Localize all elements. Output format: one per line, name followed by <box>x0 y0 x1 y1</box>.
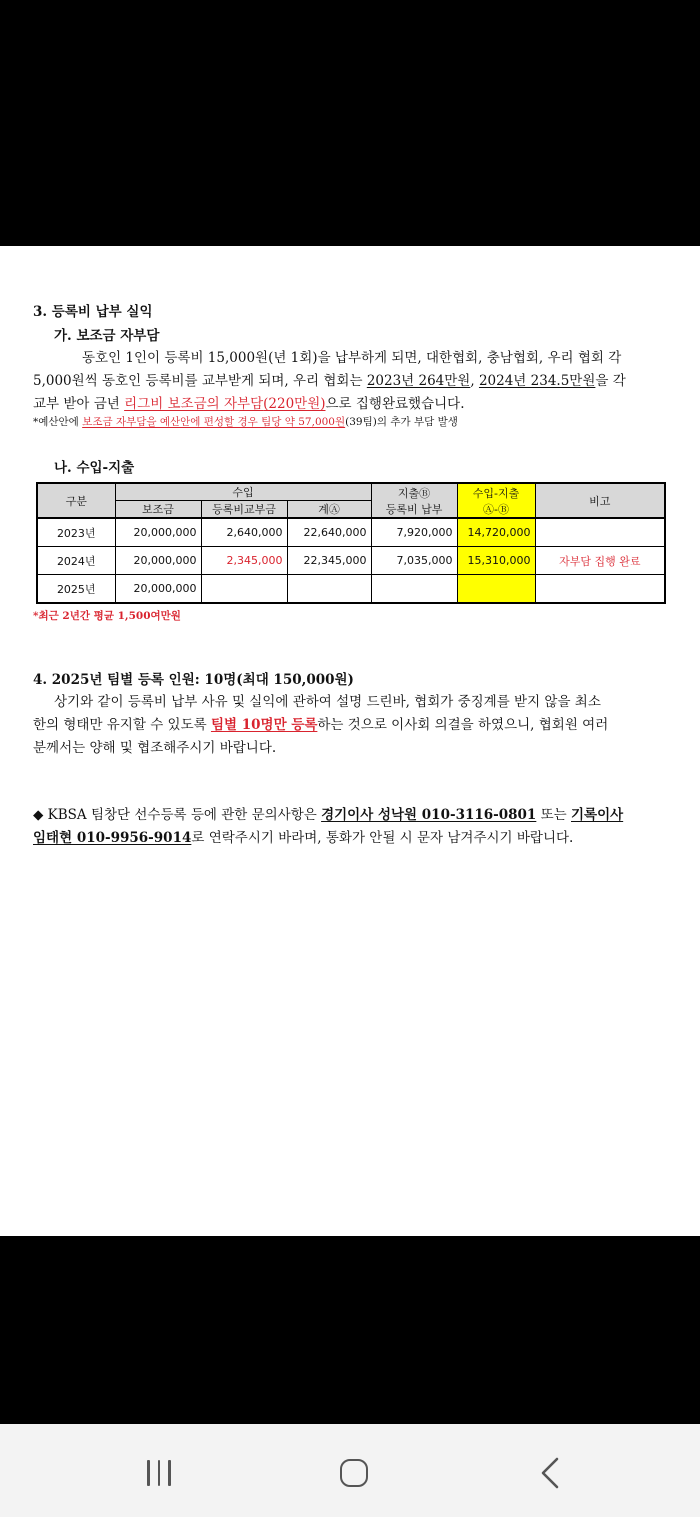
cell-expense <box>371 575 457 604</box>
header-total-a: 계Ⓐ <box>287 501 371 519</box>
cell-subsidy: 20,000,000 <box>115 575 201 604</box>
document-page[interactable] <box>0 246 700 1236</box>
header-expense: 지출Ⓑ 등록비 납부 <box>371 483 457 518</box>
section4-line2: 한의 형태만 유지할 수 있도록 팀별 10명만 등록하는 것으로 이사회 의결을 하였으니, 협회원 여러 <box>33 717 609 733</box>
section4-line3: 분께서는 양해 및 협조해주시기 바랍니다. <box>33 740 277 756</box>
para1-line3: 교부 받아 금년 리그비 보조금의 자부담(220만원)으로 집행완료했습니다. <box>33 396 465 412</box>
subsection-b-title: 나. 수입-지출 <box>54 460 135 476</box>
back-icon[interactable] <box>538 1456 562 1490</box>
cell-reg-grant <box>201 575 287 604</box>
cell-total: 22,345,000 <box>287 547 371 575</box>
contact-line2: 임태현 010-9956-9014로 연락주시기 바라며, 통화가 안될 시 문자 남겨주시기 바랍니다. <box>33 830 574 846</box>
section4-line1: 상기와 같이 등록비 납부 사유 및 실익에 관하여 설명 드린바, 협회가 중징계를 받지 않을 최소 <box>54 694 601 710</box>
home-icon[interactable] <box>337 1456 371 1490</box>
cell-expense: 7,920,000 <box>371 518 457 547</box>
cell-reg-grant: 2,345,000 <box>201 547 287 575</box>
header-balance: 수입-지출 Ⓐ-Ⓑ <box>457 483 535 518</box>
contact-line1: ◆ KBSA 팀창단 선수등록 등에 관한 문의사항은 경기이사 성낙원 010-3116-0801 또는 기록이사 <box>33 807 624 823</box>
top-black-area <box>0 0 700 246</box>
cell-reg-grant: 2,640,000 <box>201 518 287 547</box>
subsection-a-title: 가. 보조금 자부담 <box>54 328 160 344</box>
table-footnote: *최근 2년간 평균 1,500여만원 <box>33 610 181 622</box>
table-row <box>37 575 665 604</box>
cell-expense: 7,035,000 <box>371 547 457 575</box>
cell-balance <box>457 575 535 604</box>
cell-subsidy: 20,000,000 <box>115 547 201 575</box>
budget-note: *예산안에 보조금 자부담을 예산안에 편성할 경우 팀당 약 57,000원(39팀)의 추가 부담 발생 <box>33 416 458 428</box>
cell-balance: 14,720,000 <box>457 518 535 547</box>
para1-line1: 동호인 1인이 등록비 15,000원(년 1회)을 납부하게 되면, 대한협회, 충남협회, 우리 협회 각 <box>82 350 622 366</box>
section4-title: 4. 2025년 팀별 등록 인원: 10명(최대 150,000원) <box>33 672 354 688</box>
section3-title: 3. 등록비 납부 실익 <box>33 304 153 320</box>
header-category: 구분 <box>37 483 115 518</box>
cell-total: 22,640,000 <box>287 518 371 547</box>
cell-total <box>287 575 371 604</box>
header-income: 수입 <box>115 483 371 501</box>
para1-line2: 5,000원씩 동호인 등록비를 교부받게 되며, 우리 협회는 2023년 264만원, 2024년 234.5만원을 각 <box>33 373 626 389</box>
cell-year: 2025년 <box>37 575 115 604</box>
cell-remarks <box>535 518 665 547</box>
table-row <box>37 518 665 547</box>
header-subsidy: 보조금 <box>115 501 201 519</box>
cell-remarks <box>535 575 665 604</box>
cell-year: 2023년 <box>37 518 115 547</box>
recent-apps-icon[interactable] <box>143 1456 175 1490</box>
android-nav-bar <box>0 1424 700 1517</box>
bottom-black-area <box>0 1236 700 1424</box>
table-row <box>37 547 665 575</box>
cell-subsidy: 20,000,000 <box>115 518 201 547</box>
header-remarks: 비고 <box>535 483 665 518</box>
cell-year: 2024년 <box>37 547 115 575</box>
header-reg-grant: 등록비교부금 <box>201 501 287 519</box>
cell-remarks: 자부담 집행 완료 <box>535 547 665 575</box>
cell-balance: 15,310,000 <box>457 547 535 575</box>
income-expense-table <box>36 482 666 604</box>
